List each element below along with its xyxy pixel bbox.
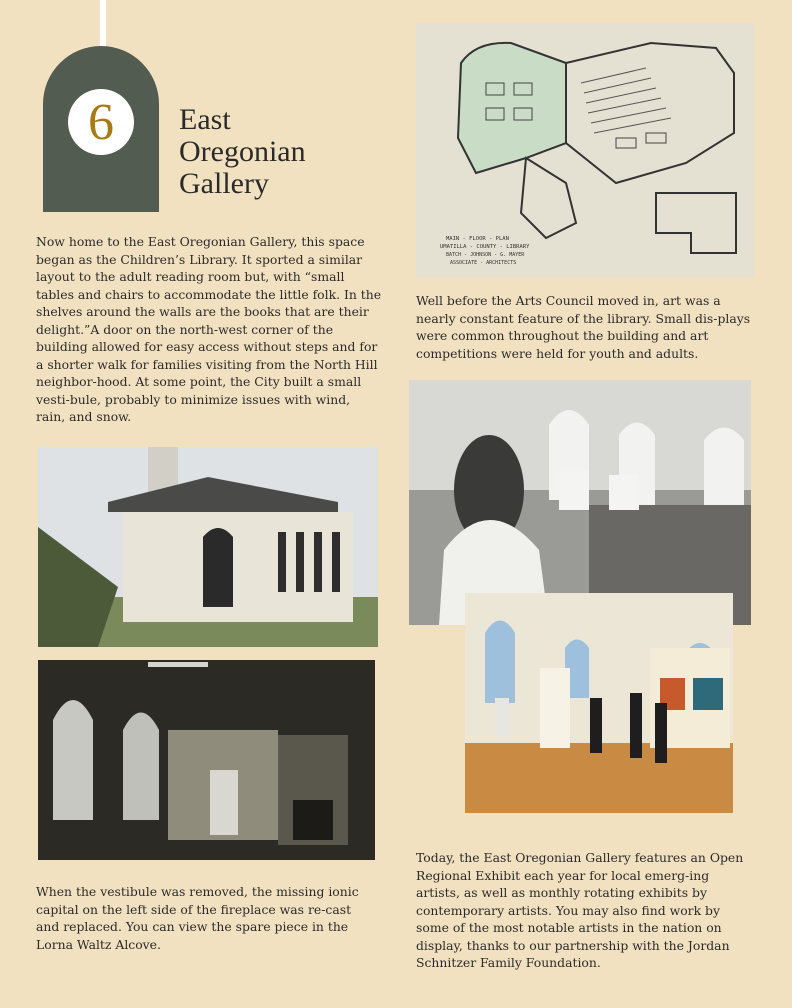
title-line-3: Gallery xyxy=(179,167,269,200)
plan-caption-1: MAIN - FLOOR - PLAN xyxy=(446,236,509,242)
floor-plan-image xyxy=(416,23,754,277)
interior-photo xyxy=(38,660,375,860)
page-title xyxy=(179,104,306,200)
exterior-photo xyxy=(38,447,378,647)
vestibule-paragraph: When the vestibule was removed, the missing ionic capital on the left side of the fireplace was re-cast and replaced. You can view the spare piece in the Lorna Waltz Alcove. xyxy=(36,884,359,952)
title-line-2: Oregonian xyxy=(179,135,306,168)
art-paragraph: Well before the Arts Council moved in, art was a nearly constant feature of the library. Small dis-plays were common throughout the building and art competitions were held for youth and adults. xyxy=(416,293,751,361)
intro-paragraph: Now home to the East Oregonian Gallery, this space began as the Children’s Library. It sported a similar layout to the adult reading room but, with “small tables and chairs to accommodate the little folk. In the shelves around the walls are the books that are their delight.”A door on the north-west corner of the building allowed for easy access without steps and for a shorter walk for families visiting from the North Hill neighbor-hood. At some point, the City built a small vesti-bule, probably to minimize issues with wind, rain, and snow. xyxy=(36,234,382,424)
plan-caption-4: ASSOCIATE - ARCHITECTS xyxy=(450,260,517,266)
today-paragraph: Today, the East Oregonian Gallery features an Open Regional Exhibit each year for local emerg-ing artists, as well as monthly rotating exhibits by contemporary artists. You may also find work by some of the most notable artists in the nation on display, thanks to our partnership with the Jordan Schnitzer Family Foundation. xyxy=(416,850,744,970)
title-line-1: East xyxy=(179,103,231,136)
plan-caption-3: BATCH - JOHNSON - G. MAYER xyxy=(446,252,525,258)
section-number: 6 xyxy=(68,89,134,155)
modern-gallery-photo xyxy=(465,593,733,813)
historic-gallery-photo xyxy=(409,380,751,625)
plan-caption-2: UMATILLA - COUNTY - LIBRARY xyxy=(440,244,530,250)
